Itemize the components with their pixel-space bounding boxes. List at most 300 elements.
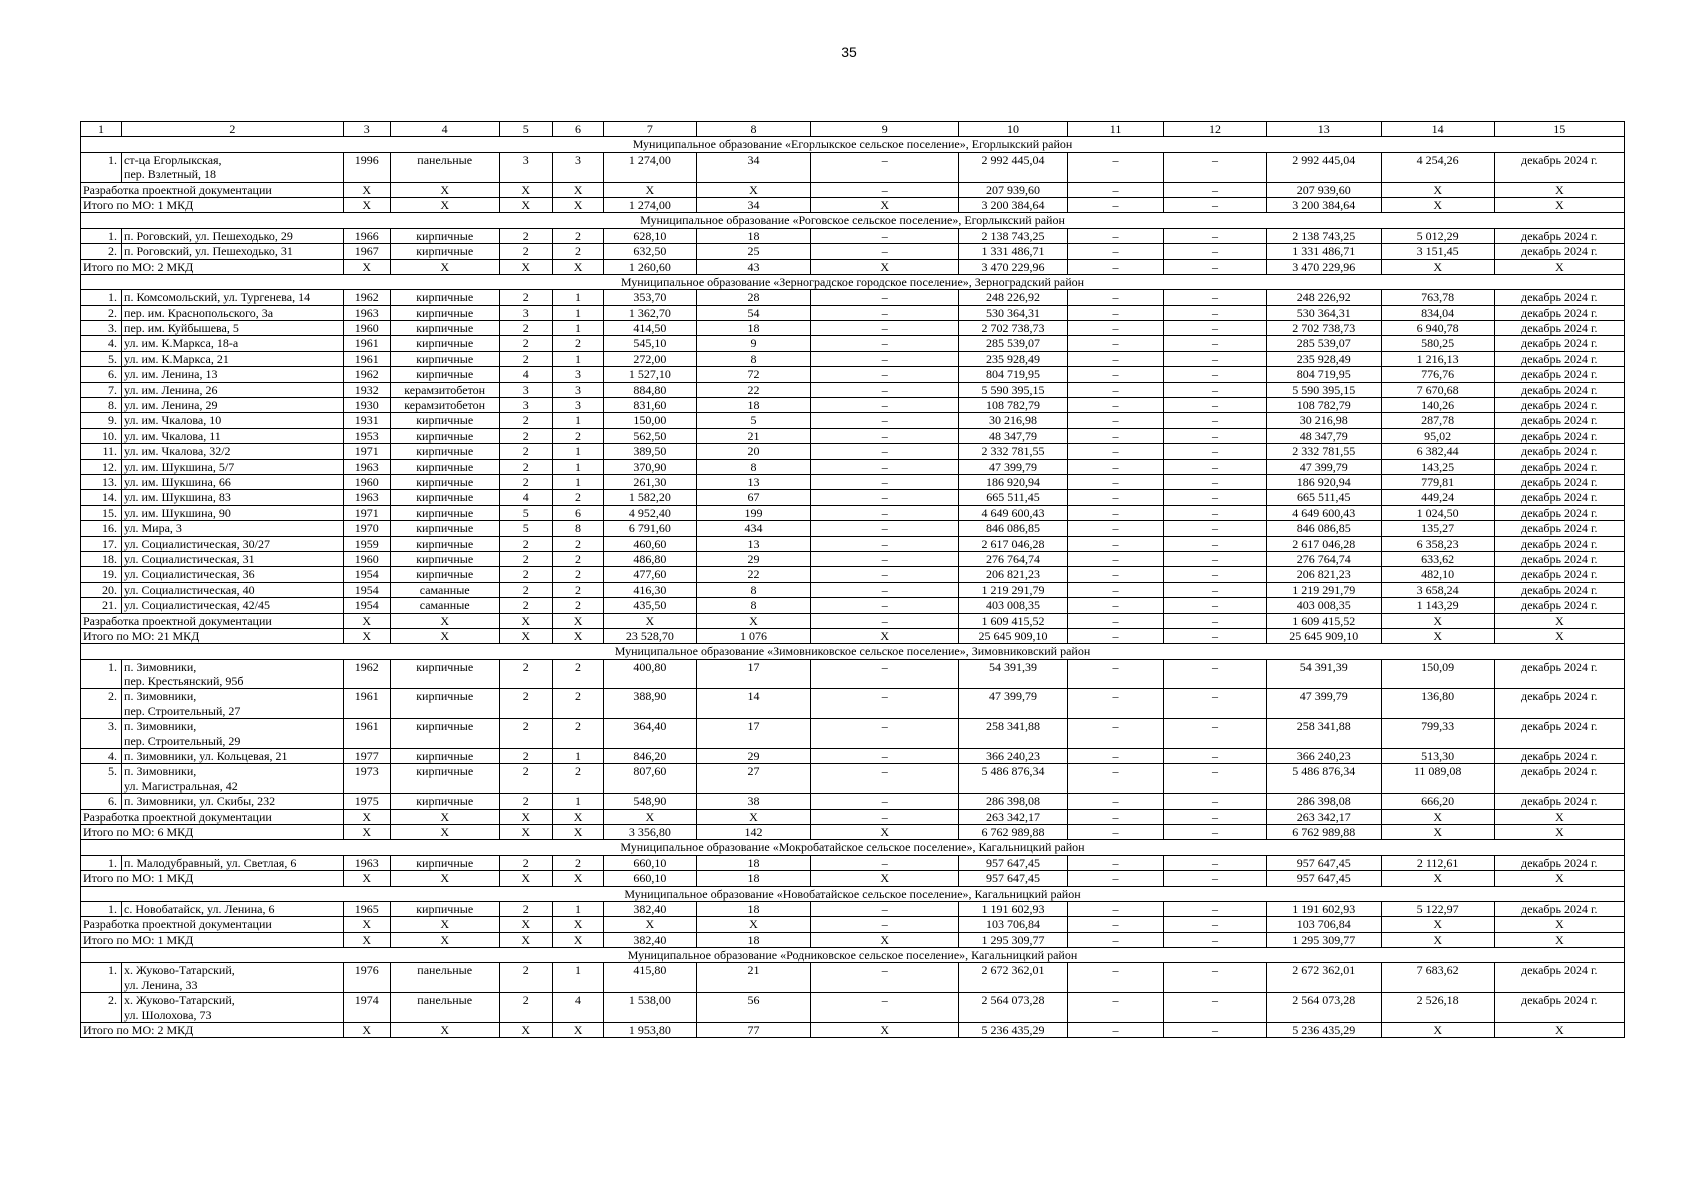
value-c5: 2 [499,794,552,809]
column-number: 14 [1381,122,1494,137]
value-c5: 3 [499,305,552,320]
total-c11: – [1067,628,1163,643]
value-c15: декабрь 2024 г. [1494,855,1624,870]
address-line: пер. им. Краснопольского, 3а [124,305,274,320]
value-c12: – [1164,521,1267,536]
value-c7: 415,80 [604,963,696,993]
address-line: ул. им. Чкалова, 10 [124,413,222,428]
value-c8: 18 [696,855,811,870]
address-line: п. Роговский, ул. Пешеходько, 31 [124,244,293,259]
value-c10: 2 332 781,55 [959,444,1068,459]
value-c12: – [1164,474,1267,489]
table-row [81,367,1625,382]
value-c8: 8 [696,582,811,597]
value-c15: декабрь 2024 г. [1494,901,1624,916]
total-c14: X [1381,259,1494,274]
row-number: 1. [81,659,122,689]
value-c15: декабрь 2024 г. [1494,413,1624,428]
value-c5: 2 [499,444,552,459]
total-c6: X [552,809,603,824]
total-c4: X [390,182,499,197]
value-c9: – [811,749,959,764]
section-header-row [81,274,1625,289]
value-c14: 776,76 [1381,367,1494,382]
value-c6: 2 [552,567,603,582]
total-c13: 263 342,17 [1266,809,1381,824]
total-c14: X [1381,824,1494,839]
value-c15: декабрь 2024 г. [1494,152,1624,182]
total-c11: – [1067,613,1163,628]
address [122,152,344,182]
page-number: 35 [841,44,857,60]
total-label: Разработка проектной документации [81,809,344,824]
total-row [81,613,1625,628]
value-c13: 47 399,79 [1266,689,1381,719]
value-c6: 2 [552,490,603,505]
total-c5: X [499,824,552,839]
section-header-row [81,886,1625,901]
value-c11: – [1067,351,1163,366]
total-c9: X [811,197,959,212]
value-c5: 3 [499,152,552,182]
value-c13: 2 617 046,28 [1266,536,1381,551]
value-c5: 2 [499,689,552,719]
value-c10: 1 191 602,93 [959,901,1068,916]
value-c13: 957 647,45 [1266,855,1381,870]
table-row [81,749,1625,764]
total-label: Итого по МО: 6 МКД [81,824,344,839]
total-c7: 23 528,70 [604,628,696,643]
value-c7: 548,90 [604,794,696,809]
value-c5: 2 [499,551,552,566]
table-row [81,490,1625,505]
total-c15: X [1494,259,1624,274]
value-c13: 1 331 486,71 [1266,244,1381,259]
value-c15: декабрь 2024 г. [1494,244,1624,259]
total-row [81,917,1625,932]
value-c12: – [1164,963,1267,993]
year-built: 1963 [343,459,390,474]
wall-material: кирпичные [390,689,499,719]
value-c8: 13 [696,474,811,489]
value-c8: 21 [696,963,811,993]
total-c10: 3 470 229,96 [959,259,1068,274]
column-number: 11 [1067,122,1163,137]
value-c9: – [811,764,959,794]
value-c9: – [811,474,959,489]
value-c9: – [811,659,959,689]
value-c6: 2 [552,719,603,749]
value-c15: декабрь 2024 г. [1494,336,1624,351]
total-c15: X [1494,1023,1624,1038]
total-c13: 1 295 309,77 [1266,932,1381,947]
value-c13: 4 649 600,43 [1266,505,1381,520]
total-row [81,628,1625,643]
year-built: 1962 [343,290,390,305]
row-number: 4. [81,749,122,764]
total-c3: X [343,1023,390,1038]
year-built: 1931 [343,413,390,428]
total-c8: 34 [696,197,811,212]
value-c13: 276 764,74 [1266,551,1381,566]
address [122,459,344,474]
table-row [81,689,1625,719]
value-c12: – [1164,428,1267,443]
wall-material: кирпичные [390,749,499,764]
value-c5: 2 [499,351,552,366]
year-built: 1962 [343,659,390,689]
value-c9: – [811,290,959,305]
value-c6: 1 [552,413,603,428]
value-c8: 67 [696,490,811,505]
value-c6: 1 [552,963,603,993]
section-title: Муниципальное образование «Егорлыкское сельское поселение», Егорлыкский район [81,137,1625,152]
total-c15: X [1494,197,1624,212]
total-c11: – [1067,871,1163,886]
total-c12: – [1164,932,1267,947]
value-c15: декабрь 2024 г. [1494,228,1624,243]
wall-material: кирпичные [390,428,499,443]
value-c8: 28 [696,290,811,305]
wall-material: кирпичные [390,764,499,794]
value-c10: 248 226,92 [959,290,1068,305]
value-c14: 4 254,26 [1381,152,1494,182]
value-c12: – [1164,336,1267,351]
address [122,582,344,597]
total-c7: X [604,917,696,932]
value-c8: 8 [696,351,811,366]
total-c3: X [343,871,390,886]
value-c13: 286 398,08 [1266,794,1381,809]
value-c15: декабрь 2024 г. [1494,749,1624,764]
column-number: 2 [122,122,344,137]
address [122,505,344,520]
table-row [81,228,1625,243]
value-c6: 2 [552,598,603,613]
address-line: ул. им. Шукшина, 5/7 [124,459,235,474]
total-c14: X [1381,809,1494,824]
address-line: п. Зимовники, [124,689,197,704]
table-row [81,428,1625,443]
value-c9: – [811,490,959,505]
address [122,598,344,613]
total-c12: – [1164,197,1267,212]
value-c9: – [811,689,959,719]
address-line: ул. им. Шукшина, 90 [124,505,231,520]
value-c5: 2 [499,290,552,305]
address-line-2: ул. Ленина, 33 [124,977,198,992]
value-c9: – [811,794,959,809]
total-c15: X [1494,824,1624,839]
value-c13: 48 347,79 [1266,428,1381,443]
address [122,536,344,551]
column-number: 4 [390,122,499,137]
total-c14: X [1381,932,1494,947]
total-c11: – [1067,824,1163,839]
total-c4: X [390,824,499,839]
value-c11: – [1067,321,1163,336]
value-c12: – [1164,490,1267,505]
value-c11: – [1067,336,1163,351]
row-number: 9. [81,413,122,428]
address [122,428,344,443]
year-built: 1963 [343,305,390,320]
value-c10: 48 347,79 [959,428,1068,443]
row-number: 10. [81,428,122,443]
table-row [81,521,1625,536]
year-built: 1976 [343,963,390,993]
total-c6: X [552,871,603,886]
value-c13: 2 332 781,55 [1266,444,1381,459]
value-c11: – [1067,855,1163,870]
value-c11: – [1067,428,1163,443]
address [122,901,344,916]
value-c5: 2 [499,536,552,551]
value-c10: 1 331 486,71 [959,244,1068,259]
year-built: 1967 [343,244,390,259]
wall-material: кирпичные [390,901,499,916]
value-c8: 8 [696,459,811,474]
address-line: ул. им. Чкалова, 32/2 [124,444,231,459]
row-number: 2. [81,305,122,320]
total-c10: 207 939,60 [959,182,1068,197]
value-c15: декабрь 2024 г. [1494,459,1624,474]
total-c4: X [390,871,499,886]
value-c7: 414,50 [604,321,696,336]
value-c11: – [1067,551,1163,566]
value-c15: декабрь 2024 г. [1494,521,1624,536]
total-c13: 6 762 989,88 [1266,824,1381,839]
value-c9: – [811,152,959,182]
value-c13: 5 590 395,15 [1266,382,1381,397]
total-c14: X [1381,182,1494,197]
wall-material: саманные [390,582,499,597]
value-c9: – [811,244,959,259]
total-c15: X [1494,613,1624,628]
value-c8: 22 [696,382,811,397]
value-c6: 1 [552,749,603,764]
total-c3: X [343,809,390,824]
year-built: 1954 [343,567,390,582]
total-c3: X [343,182,390,197]
total-c7: 1 953,80 [604,1023,696,1038]
total-c3: X [343,824,390,839]
total-c15: X [1494,932,1624,947]
total-c10: 3 200 384,64 [959,197,1068,212]
total-c15: X [1494,809,1624,824]
total-c15: X [1494,871,1624,886]
table-row [81,719,1625,749]
address-line: ст-ца Егорлыкская, [124,152,222,167]
total-c7: 1 274,00 [604,197,696,212]
total-c5: X [499,871,552,886]
total-c5: X [499,259,552,274]
value-c12: – [1164,413,1267,428]
total-c4: X [390,917,499,932]
table-row [81,536,1625,551]
value-c13: 235 928,49 [1266,351,1381,366]
value-c10: 235 928,49 [959,351,1068,366]
value-c14: 3 151,45 [1381,244,1494,259]
value-c12: – [1164,855,1267,870]
value-c5: 2 [499,855,552,870]
value-c14: 834,04 [1381,305,1494,320]
value-c10: 2 702 738,73 [959,321,1068,336]
value-c9: – [811,855,959,870]
value-c15: декабрь 2024 г. [1494,490,1624,505]
total-c12: – [1164,259,1267,274]
value-c9: – [811,444,959,459]
total-c13: 25 645 909,10 [1266,628,1381,643]
value-c15: декабрь 2024 г. [1494,382,1624,397]
value-c14: 140,26 [1381,398,1494,413]
wall-material: кирпичные [390,490,499,505]
wall-material: панельные [390,963,499,993]
wall-material: панельные [390,152,499,182]
value-c5: 2 [499,567,552,582]
total-c5: X [499,932,552,947]
row-number: 1. [81,152,122,182]
total-c4: X [390,613,499,628]
column-number: 15 [1494,122,1624,137]
total-c5: X [499,1023,552,1038]
address-line-2: ул. Шолохова, 73 [124,1007,212,1022]
value-c8: 18 [696,901,811,916]
value-c12: – [1164,993,1267,1023]
value-c11: – [1067,244,1163,259]
total-c8: 1 076 [696,628,811,643]
value-c9: – [811,228,959,243]
total-c10: 5 236 435,29 [959,1023,1068,1038]
value-c15: декабрь 2024 г. [1494,321,1624,336]
value-c10: 403 008,35 [959,598,1068,613]
value-c14: 287,78 [1381,413,1494,428]
value-c6: 1 [552,459,603,474]
value-c9: – [811,551,959,566]
value-c11: – [1067,582,1163,597]
value-c14: 1 024,50 [1381,505,1494,520]
value-c7: 364,40 [604,719,696,749]
row-number: 3. [81,321,122,336]
section-header-row [81,137,1625,152]
value-c9: – [811,336,959,351]
year-built: 1960 [343,474,390,489]
value-c14: 3 658,24 [1381,582,1494,597]
value-c7: 807,60 [604,764,696,794]
wall-material: кирпичные [390,474,499,489]
column-number: 7 [604,122,696,137]
value-c5: 2 [499,474,552,489]
section-title: Муниципальное образование «Новобатайское сельское поселение», Кагальницкий район [81,886,1625,901]
address [122,382,344,397]
value-c14: 2 526,18 [1381,993,1494,1023]
value-c7: 831,60 [604,398,696,413]
value-c13: 47 399,79 [1266,459,1381,474]
value-c12: – [1164,598,1267,613]
value-c8: 18 [696,228,811,243]
value-c13: 403 008,35 [1266,598,1381,613]
value-c11: – [1067,490,1163,505]
row-number: 19. [81,567,122,582]
value-c13: 54 391,39 [1266,659,1381,689]
value-c8: 13 [696,536,811,551]
value-c14: 513,30 [1381,749,1494,764]
value-c5: 4 [499,490,552,505]
value-c14: 1 216,13 [1381,351,1494,366]
wall-material: кирпичные [390,567,499,582]
wall-material: кирпичные [390,336,499,351]
value-c10: 54 391,39 [959,659,1068,689]
value-c11: – [1067,152,1163,182]
table-row [81,152,1625,182]
total-c5: X [499,809,552,824]
value-c11: – [1067,689,1163,719]
total-label: Итого по МО: 2 МКД [81,1023,344,1038]
value-c5: 3 [499,398,552,413]
table-row [81,398,1625,413]
value-c8: 29 [696,551,811,566]
value-c8: 38 [696,794,811,809]
total-c15: X [1494,917,1624,932]
value-c12: – [1164,719,1267,749]
value-c9: – [811,567,959,582]
value-c7: 562,50 [604,428,696,443]
total-c14: X [1381,917,1494,932]
value-c14: 5 122,97 [1381,901,1494,916]
total-c11: – [1067,809,1163,824]
total-label: Итого по МО: 1 МКД [81,197,344,212]
total-c8: X [696,182,811,197]
address-line: х. Жуково-Татарский, [124,993,235,1008]
total-c12: – [1164,628,1267,643]
section-title: Муниципальное образование «Зерноградское городское поселение», Зерноградский район [81,274,1625,289]
total-c3: X [343,197,390,212]
total-c12: – [1164,917,1267,932]
value-c7: 545,10 [604,336,696,351]
value-c7: 4 952,40 [604,505,696,520]
total-c4: X [390,809,499,824]
total-c13: 207 939,60 [1266,182,1381,197]
address-line: ул. им. Ленина, 29 [124,398,218,413]
value-c15: декабрь 2024 г. [1494,764,1624,794]
value-c7: 370,90 [604,459,696,474]
address-line: п. Зимовники, [124,659,197,674]
value-c12: – [1164,382,1267,397]
value-c11: – [1067,901,1163,916]
value-c12: – [1164,764,1267,794]
year-built: 1970 [343,521,390,536]
address-line: п. Роговский, ул. Пешеходько, 29 [124,228,293,243]
year-built: 1965 [343,901,390,916]
value-c15: декабрь 2024 г. [1494,290,1624,305]
total-row [81,932,1625,947]
wall-material: панельные [390,993,499,1023]
value-c15: декабрь 2024 г. [1494,444,1624,459]
address-line: пер. им. Куйбышева, 5 [124,321,239,336]
value-c9: – [811,459,959,474]
value-c11: – [1067,567,1163,582]
value-c8: 17 [696,719,811,749]
address [122,764,344,794]
value-c10: 530 364,31 [959,305,1068,320]
value-c6: 1 [552,901,603,916]
table-row [81,551,1625,566]
total-c6: X [552,917,603,932]
total-c9: X [811,1023,959,1038]
section-title: Муниципальное образование «Мокробатайское сельское поселение», Кагальницкий район [81,840,1625,855]
table-row [81,764,1625,794]
value-c11: – [1067,305,1163,320]
